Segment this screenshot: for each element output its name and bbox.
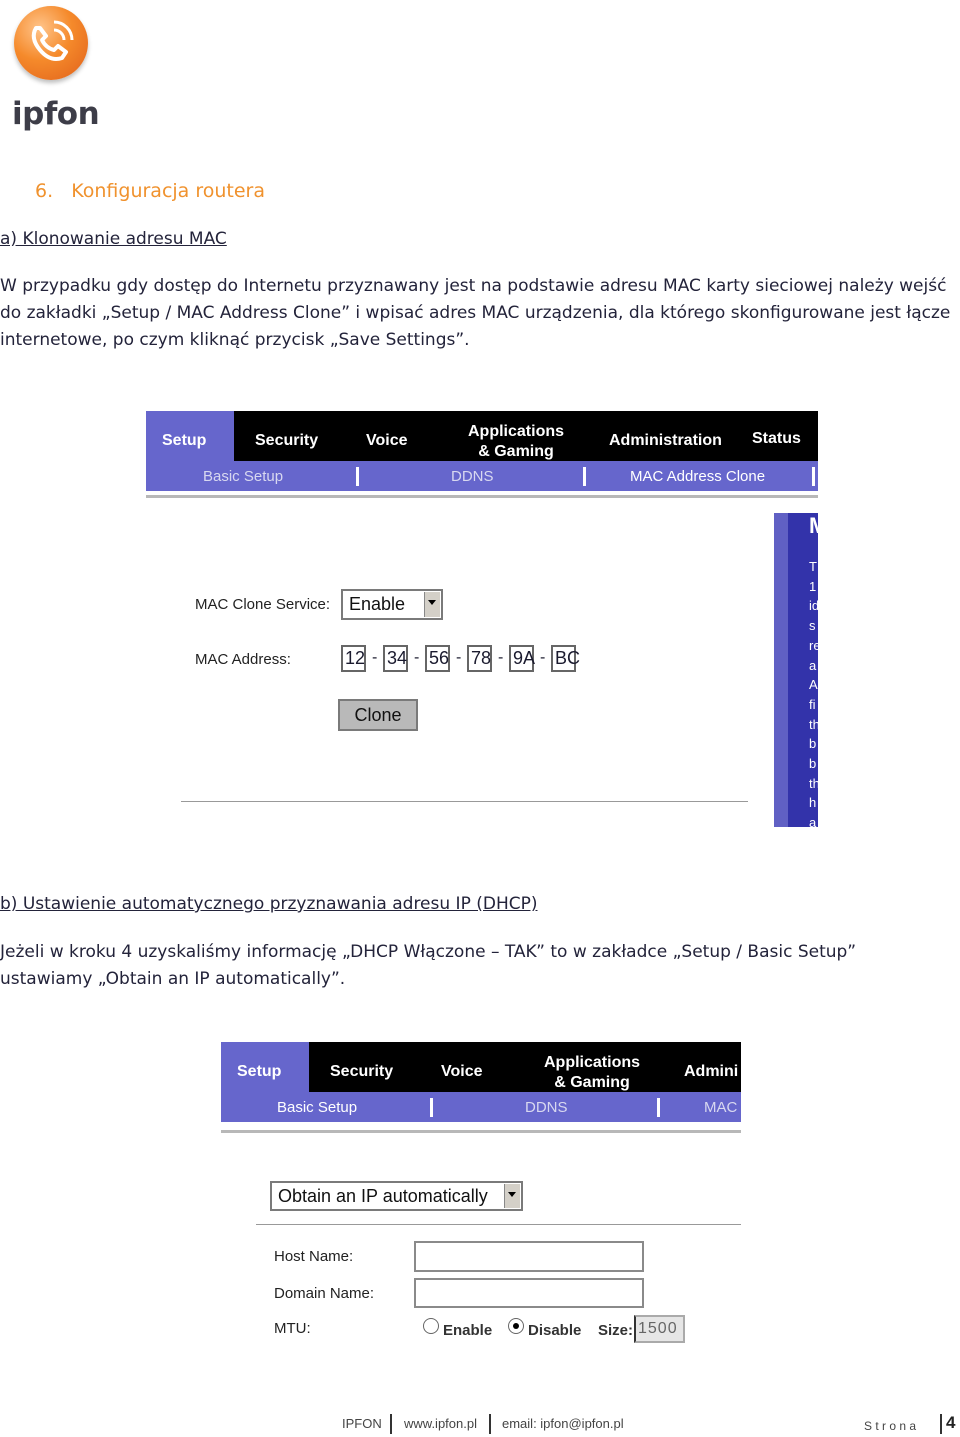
tab-voice[interactable]: Voice	[441, 1063, 483, 1080]
octet-separator: -	[372, 649, 378, 666]
content-divider	[181, 801, 748, 802]
router-nav-bar	[146, 411, 818, 461]
mac-octet-input[interactable]: 56	[425, 645, 450, 672]
footer-company: IPFON	[342, 1416, 382, 1431]
mac-address-label: MAC Address:	[195, 651, 291, 668]
subtab-mac[interactable]: MAC	[704, 1099, 738, 1116]
tab-administration[interactable]: Administration	[609, 432, 722, 449]
chevron-down-icon	[424, 592, 440, 617]
mtu-size-label: Size:	[598, 1322, 634, 1339]
section-a-paragraph	[0, 273, 950, 354]
paragraph-line: W przypadku gdy dostęp do Internetu przyznawany jest na podstawie adresu MAC karty sieciowej należy wejść	[0, 276, 947, 296]
footer-page-number: 4	[946, 1413, 956, 1432]
mac-clone-service-select[interactable]	[341, 589, 443, 620]
tab-setup[interactable]: Setup	[221, 1042, 309, 1092]
connection-type-select[interactable]	[270, 1181, 523, 1211]
sidebar-text-fragments: T 1 id s re a A fi th b b th h a	[809, 559, 821, 831]
mtu-disable-radio[interactable]	[508, 1318, 524, 1334]
sub-nav-divider	[430, 1098, 433, 1117]
paragraph-line: Jeżeli w kroku 4 uzyskaliśmy informację „DHCP Włączone – TAK” to w zakładce „Setup / Basic Setup”	[0, 942, 857, 962]
octet-separator: -	[498, 649, 504, 666]
sub-nav-divider	[583, 467, 586, 486]
router-nav-bar	[221, 1042, 741, 1092]
octet-separator: -	[414, 649, 420, 666]
tab-setup[interactable]: Setup	[146, 411, 234, 461]
footer-page-label: S t r o n a	[864, 1419, 917, 1433]
domain-name-label: Domain Name:	[274, 1285, 375, 1302]
mac-octet-input[interactable]: BC	[551, 645, 576, 672]
nav-bottom-rule	[146, 495, 818, 498]
sidebar-title-char: M	[809, 513, 828, 538]
tab-security[interactable]: Security	[255, 432, 319, 449]
sub-nav-divider	[812, 467, 815, 486]
footer-email[interactable]: email: ipfon@ipfon.pl	[502, 1416, 624, 1431]
content-divider	[256, 1224, 741, 1225]
subtab-basic-setup[interactable]: Basic Setup	[203, 468, 284, 485]
sidebar-edge	[774, 513, 788, 827]
mtu-size-value: 1500	[638, 1320, 678, 1337]
subtab-mac-address-clone[interactable]: MAC Address Clone	[630, 468, 766, 485]
octet-separator: -	[456, 649, 462, 666]
nav-bottom-rule	[221, 1130, 741, 1133]
mtu-size-input[interactable]	[634, 1315, 685, 1343]
help-sidebar	[774, 513, 828, 831]
host-name-input[interactable]	[414, 1241, 644, 1272]
mac-octet-input[interactable]: 34	[383, 645, 408, 672]
paragraph-line: ustawiamy „Obtain an IP automatically”.	[0, 969, 346, 989]
tab-status[interactable]: Status	[752, 430, 801, 447]
page-heading: 6. Konfiguracja routera	[35, 180, 266, 202]
tab-applications-gaming[interactable]: Applications & Gaming	[468, 423, 565, 460]
subtab-basic-setup[interactable]: Basic Setup	[277, 1099, 358, 1116]
tab-security[interactable]: Security	[330, 1063, 394, 1080]
mtu-disable-label: Disable	[528, 1322, 582, 1339]
ipfon-logo	[10, 4, 100, 136]
mtu-enable-radio[interactable]	[423, 1318, 439, 1334]
domain-name-input[interactable]	[414, 1278, 644, 1308]
section-b-paragraph	[0, 939, 856, 993]
footer-divider	[489, 1414, 491, 1434]
subtab-ddns[interactable]: DDNS	[525, 1099, 568, 1116]
mac-address-inputs	[341, 645, 586, 673]
tab-administration[interactable]: Admini	[684, 1063, 739, 1080]
mac-octet-input[interactable]: 78	[467, 645, 492, 672]
select-value: Obtain an IP automatically	[278, 1186, 488, 1206]
sub-nav-divider	[657, 1098, 660, 1117]
clone-button[interactable]: Clone	[338, 699, 418, 731]
footer-divider	[390, 1414, 392, 1434]
paragraph-line: internetowe, po czym kliknąć przycisk „Save Settings”.	[0, 330, 470, 350]
tab-voice[interactable]: Voice	[366, 432, 408, 449]
router-screenshot-basic-setup	[221, 1042, 741, 1347]
footer-page-divider	[940, 1414, 942, 1434]
router-sub-nav	[146, 461, 818, 491]
footer-website[interactable]: www.ipfon.pl	[404, 1416, 477, 1431]
host-name-label: Host Name:	[274, 1248, 354, 1265]
subtab-ddns[interactable]: DDNS	[451, 468, 494, 485]
mac-octet-input[interactable]: 9A	[509, 645, 534, 672]
mtu-enable-label: Enable	[443, 1322, 493, 1339]
logo-phone-icon	[14, 6, 88, 80]
sub-nav-divider	[356, 467, 359, 486]
paragraph-line: do zakładki „Setup / MAC Address Clone” i wpisać adres MAC urządzenia, dla którego skonfigurowane jest łącze	[0, 303, 951, 323]
mac-clone-service-label: MAC Clone Service:	[195, 596, 331, 613]
octet-separator: -	[540, 649, 546, 666]
tab-applications-gaming[interactable]: Applications & Gaming	[544, 1054, 641, 1091]
logo-text: ipfon	[12, 96, 100, 132]
select-value: Enable	[349, 594, 406, 614]
mtu-label: MTU:	[274, 1320, 311, 1337]
section-b-title: b) Ustawienie automatycznego przyznawania adresu IP (DHCP)	[0, 894, 538, 914]
chevron-down-icon	[504, 1184, 520, 1208]
router-screenshot-mac-clone	[146, 411, 828, 831]
mac-octet-input[interactable]: 12	[341, 645, 366, 672]
section-a-title: a) Klonowanie adresu MAC	[0, 229, 227, 249]
router-sub-nav	[221, 1092, 741, 1122]
